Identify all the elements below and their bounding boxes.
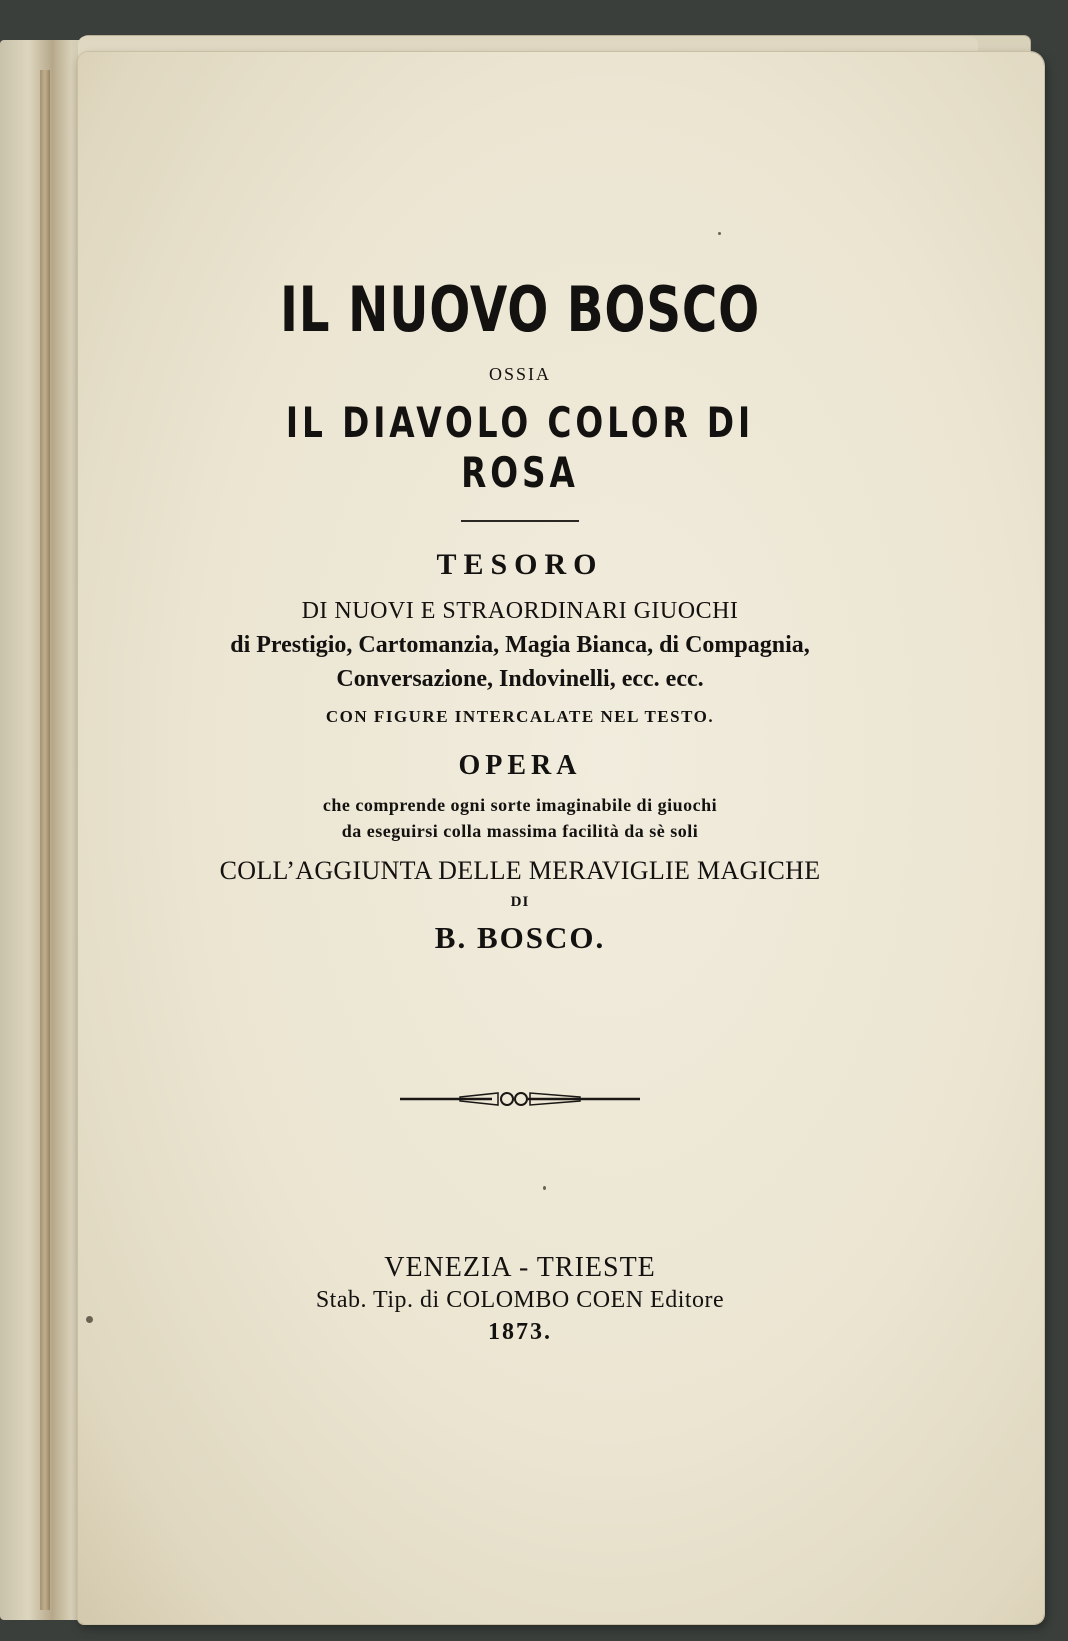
opera-description-line-2: da eseguirsi colla massima facilità da sè soli — [341, 821, 699, 841]
imprint-city: VENEZIA - TRIESTE — [384, 1252, 656, 1283]
opera-heading: OPERA — [458, 750, 582, 781]
author-name: B. BOSCO. — [434, 920, 606, 955]
figures-note: CON FIGURE INTERCALATE NEL TESTO. — [325, 707, 715, 726]
opera-description-line-1: che comprende ogni sorte imaginabile di giuochi — [322, 795, 718, 815]
imprint-year: 1873. — [488, 1319, 552, 1345]
addition-line: COLL’AGGIUNTA DELLE MERAVIGLIE MAGICHE — [219, 856, 821, 885]
description-line-1: DI NUOVI E STRAORDINARI GIUOCHI — [301, 598, 739, 624]
tesoro-heading: TESORO — [436, 548, 604, 581]
main-title: IL NUOVO BOSCO — [279, 273, 761, 346]
ossia-label: OSSIA — [488, 364, 551, 384]
imprint-printer: Stab. Tip. di COLOMBO COEN Editore — [315, 1287, 725, 1313]
spine-edge — [40, 70, 50, 1610]
ornament-divider-icon — [400, 1088, 640, 1110]
by-label: DI — [510, 894, 530, 910]
title-rule — [461, 520, 579, 522]
paper-fleck — [86, 1316, 93, 1323]
subtitle: IL DIAVOLO COLOR DI ROSA — [285, 398, 755, 497]
description-line-2: di Prestigio, Cartomanzia, Magia Bianca, di Compagnia, — [230, 632, 810, 658]
title-page-content — [150, 230, 890, 1348]
description-line-3: Conversazione, Indovinelli, ecc. ecc. — [336, 666, 704, 692]
